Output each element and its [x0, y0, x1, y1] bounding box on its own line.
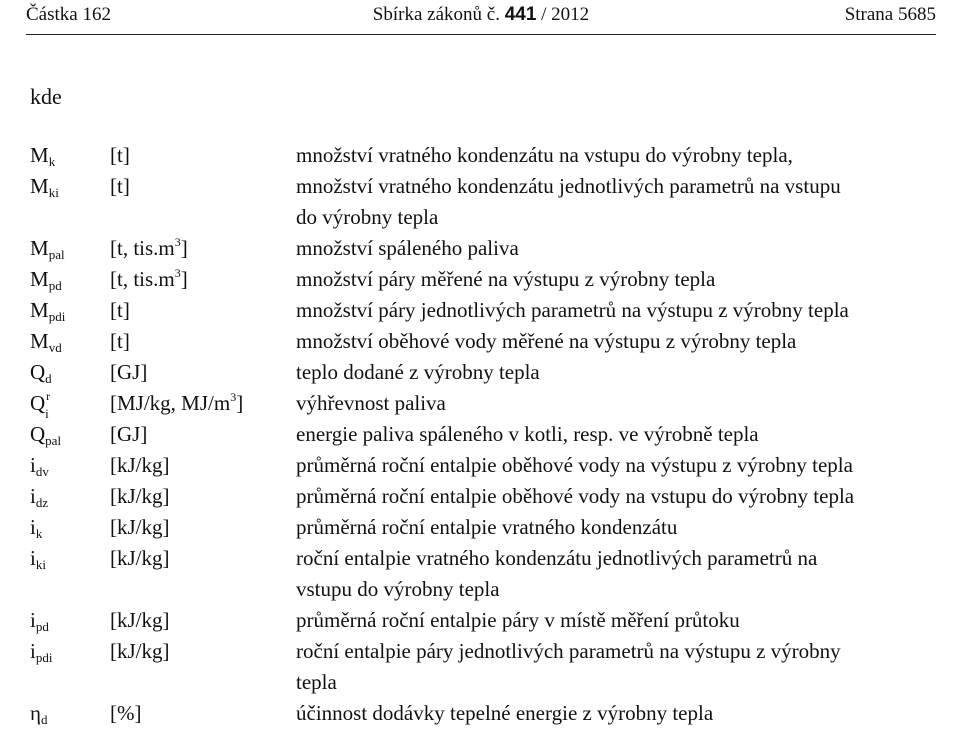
unit-text: [t, tis.m — [110, 236, 175, 260]
symbol-subscript: d — [45, 371, 52, 386]
symbol — [30, 605, 49, 636]
symbol-base: Q — [30, 422, 46, 446]
description — [296, 326, 946, 357]
symbol-base: i — [30, 484, 36, 508]
unit-superscript: 3 — [174, 235, 181, 249]
description — [296, 357, 946, 388]
description-line: účinnost dodávky tepelné energie z výrobny tepla — [296, 701, 714, 725]
symbol — [30, 326, 62, 357]
unit: [kJ/kg] — [110, 546, 170, 570]
description-line: tepla — [296, 670, 337, 694]
unit-superscript: 3 — [174, 266, 181, 280]
symbol-subscript: k — [48, 154, 56, 169]
symbol-base: Q — [30, 360, 46, 384]
symbol — [30, 512, 42, 543]
collection-label: Sbírka zákonů č. 441 / 2012 — [372, 4, 590, 25]
description-line: průměrná roční entalpie oběhové vody na vstupu do výrobny tepla — [296, 484, 855, 508]
description — [296, 636, 946, 698]
description-line: vstupu do výrobny tepla — [296, 577, 500, 601]
unit: [GJ] — [110, 422, 148, 446]
symbol — [30, 543, 46, 574]
page-number: Strana 5685 — [844, 4, 936, 25]
symbol-subscript: pd — [35, 619, 49, 634]
description-line: průměrná roční entalpie oběhové vody na výstupu z výrobny tepla — [296, 453, 853, 477]
unit — [110, 264, 188, 295]
symbol — [30, 295, 65, 326]
description — [296, 481, 946, 512]
symbol — [30, 388, 55, 419]
description-line: množství vratného kondenzátu na vstupu do výrobny tepla, — [296, 143, 793, 167]
unit: [kJ/kg] — [110, 608, 170, 632]
symbol-base: i — [30, 639, 36, 663]
symbol — [30, 357, 52, 388]
symbol-base: M — [30, 329, 49, 353]
description — [296, 140, 946, 171]
description-line: výhřevnost paliva — [296, 391, 446, 415]
description — [296, 419, 946, 450]
symbol — [30, 481, 48, 512]
symbol-base: η — [30, 701, 41, 725]
unit: [%] — [110, 701, 142, 725]
description-line: do výrobny tepla — [296, 205, 439, 229]
symbol-subscript: ki — [48, 185, 59, 200]
symbol — [30, 636, 52, 667]
symbol-base: M — [30, 143, 49, 167]
unit: [kJ/kg] — [110, 515, 170, 539]
symbol — [30, 140, 55, 171]
description — [296, 450, 946, 481]
symbol-base: i — [30, 453, 36, 477]
description-line: množství páry měřené na výstupu z výrobny tepla — [296, 267, 716, 291]
description — [296, 264, 946, 295]
unit: [t] — [110, 143, 130, 167]
symbol-sup-sub: r i — [45, 389, 51, 421]
symbol-base: M — [30, 174, 49, 198]
description-line: průměrná roční entalpie páry v místě měření průtoku — [296, 608, 740, 632]
symbol-subscript: pal — [45, 433, 62, 448]
unit-superscript: 3 — [230, 390, 237, 404]
description — [296, 605, 946, 636]
symbol-subscript: ki — [35, 557, 46, 572]
symbol-subscript: pd — [48, 278, 62, 293]
description-line: roční entalpie páry jednotlivých parametrů na výstupu z výrobny — [296, 639, 841, 663]
symbol-base: i — [30, 515, 36, 539]
description-line: roční entalpie vratného kondenzátu jednotlivých parametrů na — [296, 546, 818, 570]
unit: [t] — [110, 298, 130, 322]
description-line: množství vratného kondenzátu jednotlivých parametrů na vstupu — [296, 174, 841, 198]
unit — [110, 233, 188, 264]
symbol-base: i — [30, 608, 36, 632]
symbol-base: M — [30, 298, 49, 322]
where-label: kde — [30, 84, 62, 109]
unit-text: ] — [180, 267, 188, 291]
symbol-subscript: pdi — [48, 309, 66, 324]
symbol-subscript: vd — [48, 340, 62, 355]
description-line: průměrná roční entalpie vratného kondenzátu — [296, 515, 678, 539]
description — [296, 543, 946, 605]
description-line: množství spáleného paliva — [296, 236, 519, 260]
unit: [t] — [110, 174, 130, 198]
symbol — [30, 264, 62, 295]
description — [296, 512, 946, 543]
symbol-base: Q — [30, 391, 46, 415]
unit: [t] — [110, 329, 130, 353]
description — [296, 171, 946, 233]
unit-text: [t, tis.m — [110, 267, 175, 291]
symbol-subscript: pal — [48, 247, 65, 262]
unit: [kJ/kg] — [110, 453, 170, 477]
issue-label: Částka 162 — [26, 4, 111, 25]
description — [296, 233, 946, 264]
description — [296, 388, 946, 419]
description-line: energie paliva spáleného v kotli, resp. ve výrobně tepla — [296, 422, 759, 446]
symbol — [30, 171, 59, 202]
symbol-subscript: dz — [35, 495, 49, 510]
symbol — [30, 233, 65, 264]
description-line: množství páry jednotlivých parametrů na výstupu z výrobny tepla — [296, 298, 849, 322]
symbol-subscript: k — [35, 526, 43, 541]
page-header — [26, 0, 936, 35]
description — [296, 698, 946, 729]
symbol-subscript: dv — [35, 464, 49, 479]
symbol — [30, 450, 49, 481]
unit: [kJ/kg] — [110, 639, 170, 663]
symbol-base: i — [30, 546, 36, 570]
law-number: 441 — [504, 4, 537, 25]
unit-text: [MJ/kg, MJ/m — [110, 391, 231, 415]
symbol-superscript: r — [46, 389, 51, 403]
description-line: teplo dodané z výrobny tepla — [296, 360, 540, 384]
symbol-base: M — [30, 267, 49, 291]
unit-text: ] — [236, 391, 244, 415]
symbol-subscript: d — [40, 712, 48, 727]
description-line: množství oběhové vody měřené na výstupu z výrobny tepla — [296, 329, 797, 353]
symbol — [30, 698, 47, 729]
unit — [110, 388, 243, 419]
unit: [kJ/kg] — [110, 484, 170, 508]
symbol — [30, 419, 61, 450]
symbol-subscript: pdi — [35, 650, 53, 665]
symbol-base: M — [30, 236, 49, 260]
unit: [GJ] — [110, 360, 148, 384]
unit-text: ] — [180, 236, 188, 260]
description — [296, 295, 946, 326]
